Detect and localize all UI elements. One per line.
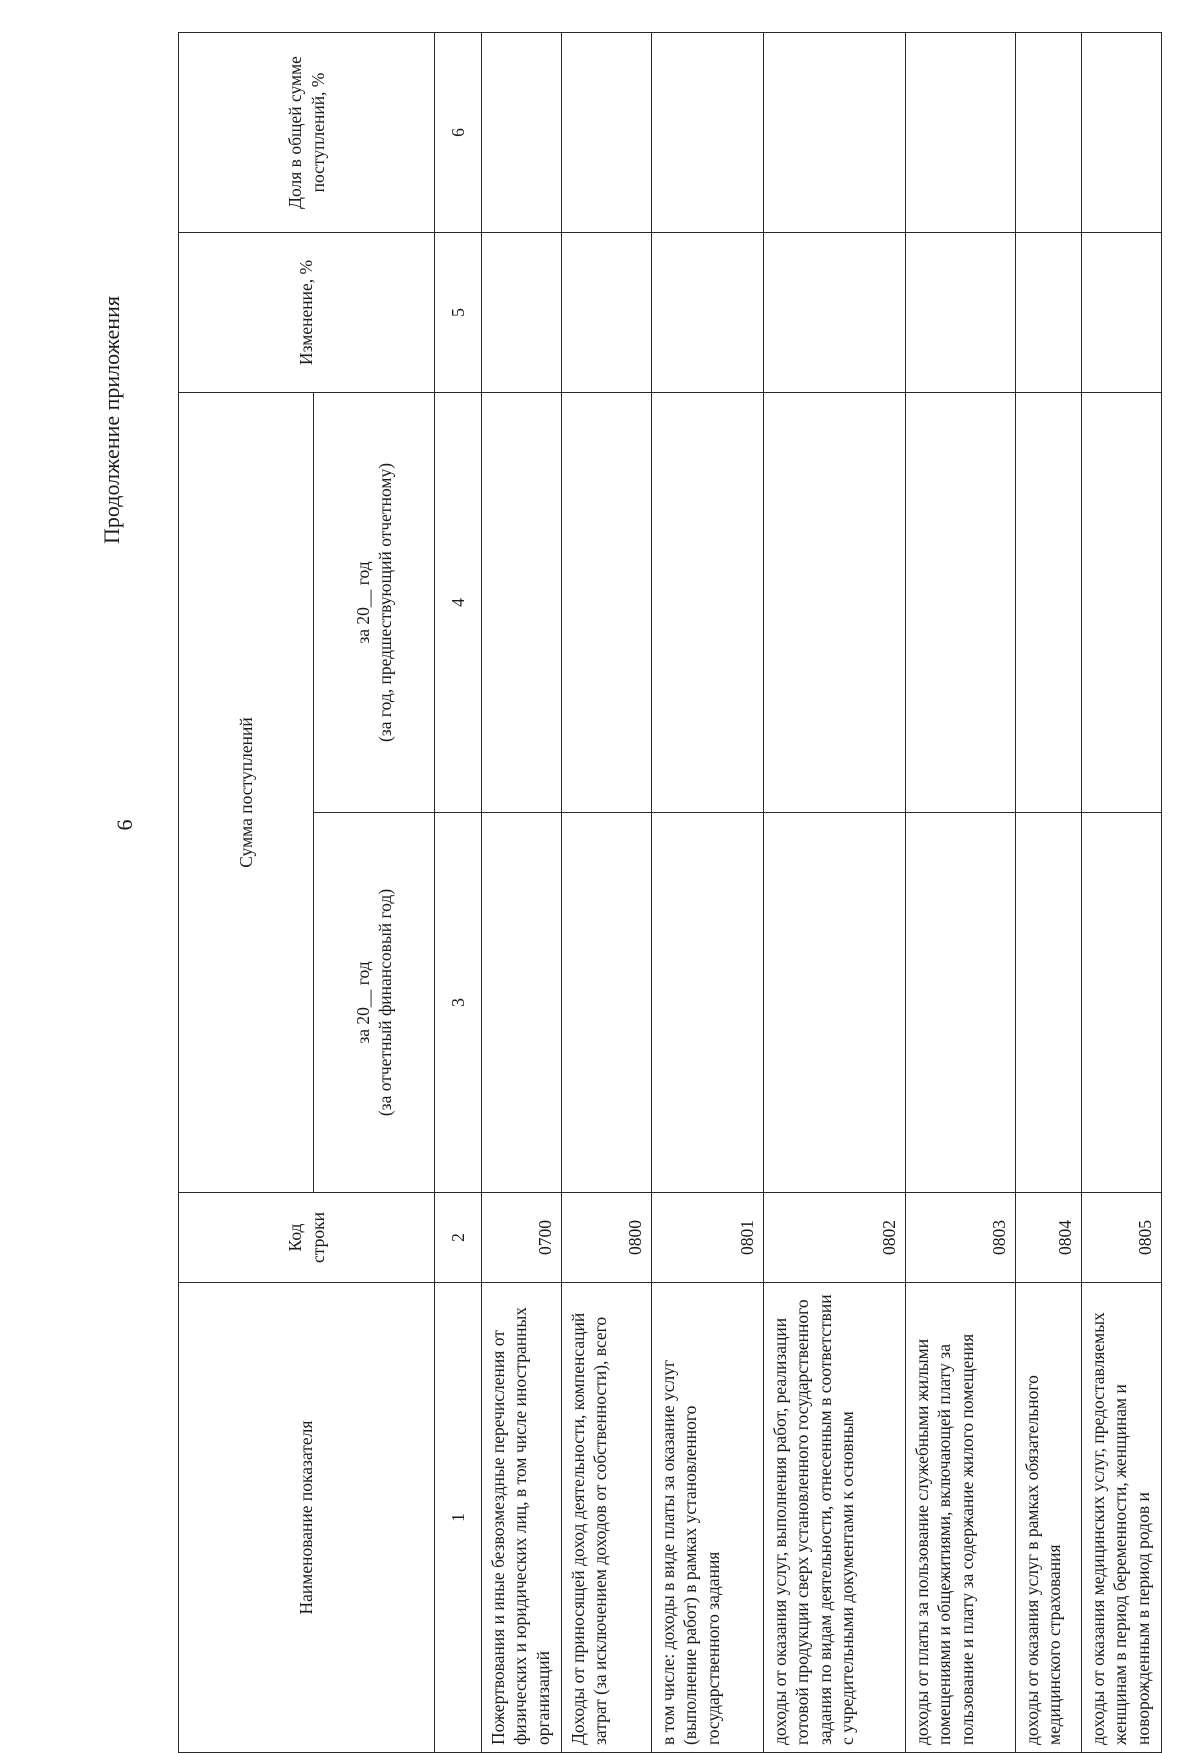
table-row <box>1082 33 1162 1753</box>
cell-share <box>482 33 562 233</box>
cell-prev-year <box>562 393 652 813</box>
table-row <box>652 33 764 1753</box>
row-name: доходы от оказания медицинских услуг, предоставляемых женщинам в период беременности, женщинам и новорожденным в период родов и <box>1082 1283 1162 1753</box>
row-name: Доходы от приносящей доход деятельности, компенсаций затрат (за исключением доходов от собственности), всего <box>562 1283 652 1753</box>
cell-current-year <box>652 813 764 1193</box>
column-number-row <box>435 33 482 1753</box>
row-name: Пожертвования и иные безвозмездные перечисления от физических и юридических лиц, в том числе иностранных организаций <box>482 1283 562 1753</box>
cell-change <box>482 233 562 393</box>
cell-change <box>906 233 1016 393</box>
cell-share <box>1082 33 1162 233</box>
row-code: 0802 <box>764 1193 906 1283</box>
cell-share <box>906 33 1016 233</box>
cell-change <box>652 233 764 393</box>
cell-current-year <box>482 813 562 1193</box>
header-prev-year <box>314 393 435 813</box>
header-change: Изменение, % <box>179 233 435 393</box>
cell-share <box>562 33 652 233</box>
row-code: 0805 <box>1082 1193 1162 1283</box>
cell-change <box>1016 233 1082 393</box>
row-name: доходы от оказания услуг в рамках обязательного медицинского страхования <box>1016 1283 1082 1753</box>
column-number: 3 <box>435 813 482 1193</box>
table-row <box>906 33 1016 1753</box>
header-prev-year-line1: за 20__ год <box>352 561 373 644</box>
table-wrapper <box>178 33 1168 1753</box>
row-name: доходы от платы за пользование служебными жилыми помещениями и общежитиями, включающей плату за пользование и плату за содержание жилого помещения <box>906 1283 1016 1753</box>
header-code: Код строки <box>179 1193 435 1283</box>
row-code: 0801 <box>652 1193 764 1283</box>
table-row <box>1016 33 1082 1753</box>
table-row <box>482 33 562 1753</box>
continuation-title: Продолжение приложения <box>99 296 124 544</box>
cell-prev-year <box>1082 393 1162 813</box>
cell-prev-year <box>482 393 562 813</box>
cell-change <box>562 233 652 393</box>
header-current-year-line1: за 20__ год <box>352 961 373 1044</box>
column-number: 2 <box>435 1193 482 1283</box>
cell-prev-year <box>906 393 1016 813</box>
cell-current-year <box>1016 813 1082 1193</box>
header-current-year-line2: (за отчетный финансовый год) <box>375 888 395 1117</box>
header-sum-group: Сумма поступлений <box>179 393 314 1193</box>
table-rotated-container <box>178 33 1168 1753</box>
row-code: 0700 <box>482 1193 562 1283</box>
row-code: 0804 <box>1016 1193 1082 1283</box>
column-number: 4 <box>435 393 482 813</box>
header-name: Наименование показателя <box>179 1283 435 1753</box>
row-name: доходы от оказания услуг, выполнения работ, реализации готовой продукции сверх установленного государственного задания по видам деятельности, отнесенным в соответствии с учредительными документами к основным <box>764 1283 906 1753</box>
header-share: Доля в общей сумме поступлений, % <box>179 33 435 233</box>
column-number: 6 <box>435 33 482 233</box>
row-code: 0803 <box>906 1193 1016 1283</box>
revenue-table <box>178 32 1162 1753</box>
column-number: 5 <box>435 233 482 393</box>
column-number: 1 <box>435 1283 482 1753</box>
cell-prev-year <box>764 393 906 813</box>
cell-prev-year <box>652 393 764 813</box>
cell-current-year <box>562 813 652 1193</box>
cell-share <box>1016 33 1082 233</box>
cell-share <box>652 33 764 233</box>
header-prev-year-line2: (за год, предшествующий отчетному) <box>375 462 395 743</box>
cell-share <box>764 33 906 233</box>
page-number: 6 <box>112 819 137 831</box>
cell-change <box>1082 233 1162 393</box>
header-current-year <box>314 813 435 1193</box>
row-code: 0800 <box>562 1193 652 1283</box>
cell-change <box>764 233 906 393</box>
cell-current-year <box>1082 813 1162 1193</box>
cell-current-year <box>764 813 906 1193</box>
cell-current-year <box>906 813 1016 1193</box>
table-row <box>562 33 652 1753</box>
cell-prev-year <box>1016 393 1082 813</box>
row-name: в том числе: доходы в виде платы за оказание услуг (выполнение работ) в рамках установленного государственного задания <box>652 1283 764 1753</box>
table-row <box>764 33 906 1753</box>
